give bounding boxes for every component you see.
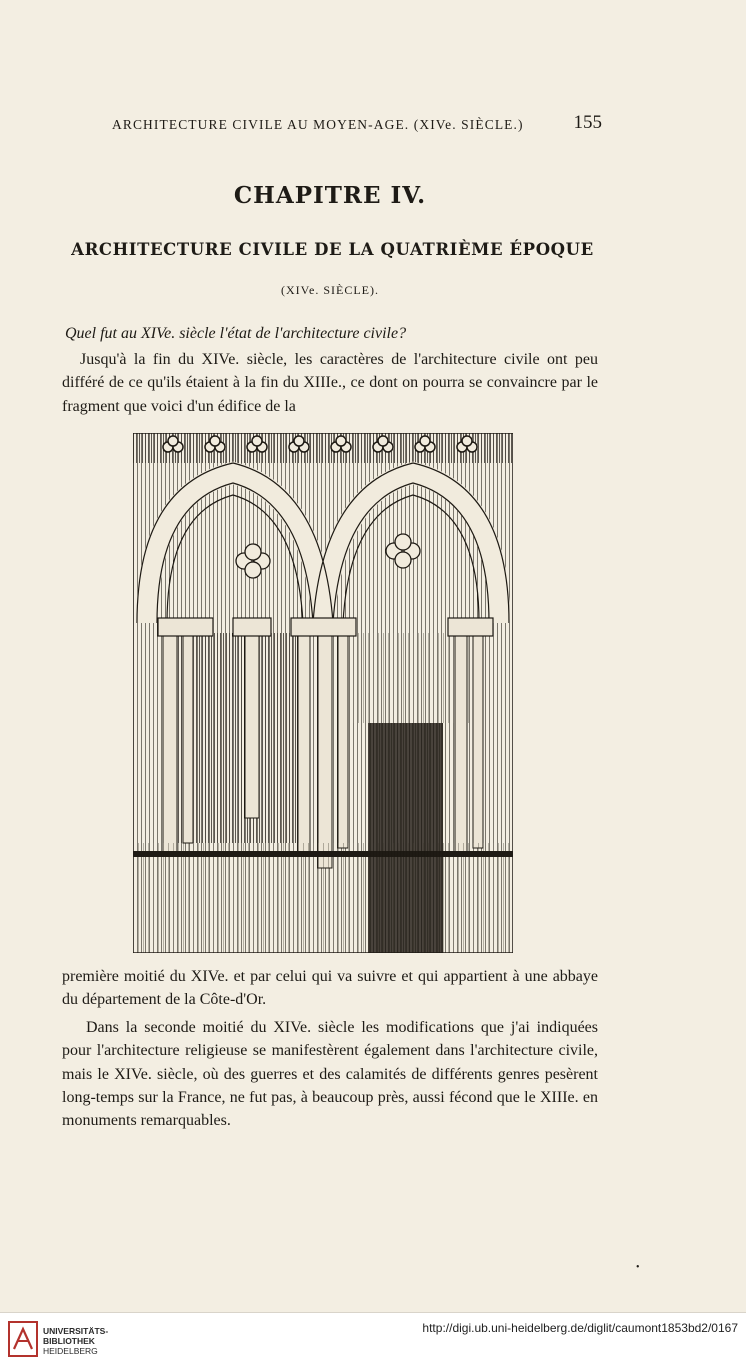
library-footer (0, 1312, 746, 1366)
paragraph-3: Dans la seconde moitié du XIVe. siècle les modifications que j'ai indiquées pour l'architecture religieuse se manifestèrent également dans l'architecture civile, mais le XIVe. siècle, où des guerres et des calamités de différents genres pesèrent long-temps sur la France, ne fut pas, à beaucoup près, aussi fécond que le XIIIe. en monuments remarquables. (62, 1019, 598, 1130)
section-subtitle: (XIVe. SIÈCLE). (281, 283, 379, 297)
library-name: UNIVERSITÄTS- BIBLIOTHEK HEIDELBERG (43, 1326, 109, 1356)
running-header (112, 112, 602, 133)
ink-speck: • (636, 1262, 640, 1273)
paragraph-2: première moitié du XIVe. et par celui qui va suivre et qui appartient à une abbaye du département de la Côte-d'Or. (62, 968, 598, 1009)
gothic-arcade-engraving (133, 433, 513, 953)
paragraph-1: Jusqu'à la fin du XIVe. siècle, les caractères de l'architecture civile ont peu différé de ce qu'ils étaient à la fin du XIIIe., ce dont on pourra se convaincre par le fragment que voici d'un édifice de la (62, 351, 598, 415)
question-line (62, 322, 598, 345)
question-text: Quel fut au XIVe. siècle l'état de l'architecture civile? (65, 325, 407, 342)
page-number: 155 (573, 112, 602, 133)
heidelberg-library-logo-icon (8, 1321, 38, 1357)
chapter-title: CHAPITRE IV. (233, 182, 427, 209)
section-title: ARCHITECTURE CIVILE DE LA QUATRIÈME ÉPOQUE (71, 240, 594, 259)
permalink-url[interactable]: http://digi.ub.uni-heidelberg.de/diglit/caumont1853bd2/0167 (422, 1321, 738, 1335)
running-title: ARCHITECTURE CIVILE AU MOYEN-AGE. (XIVe. SIÈCLE.) (112, 117, 524, 132)
